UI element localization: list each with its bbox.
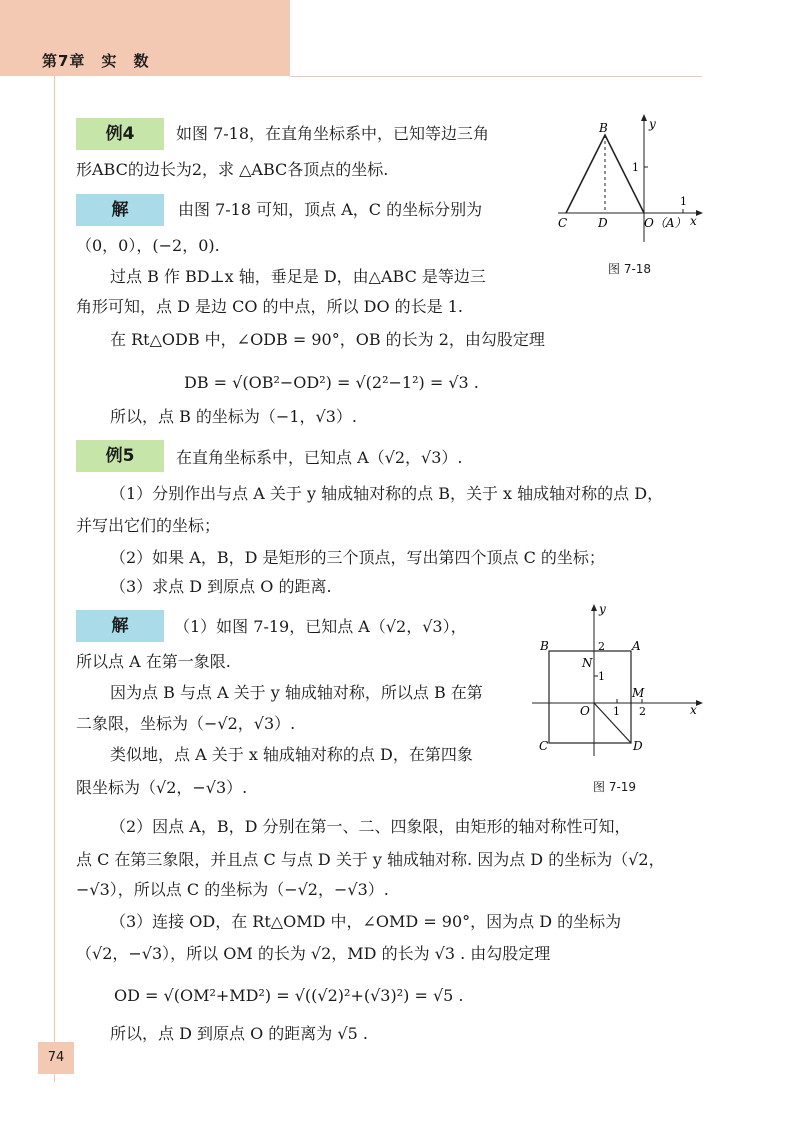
- fig18-label-D: D: [598, 216, 608, 230]
- solution-5-line-8: 点 C 在第三象限，并且点 C 与点 D 关于 y 轴成轴对称. 因为点 D 的坐标为（√2，: [76, 850, 665, 869]
- fig18-tick-y: 1: [632, 161, 639, 174]
- fig19-label-N: N: [582, 656, 593, 670]
- example-4-line-1: 如图 7-18，在直角坐标系中，已知等边三角: [176, 124, 490, 143]
- solution-5-line-7: （2）因点 A，B，D 分别在第一、二、四象限，由矩形的轴对称性可知，: [110, 817, 631, 836]
- fig19-label-O: O: [580, 704, 590, 718]
- fig19-label-D: D: [633, 739, 643, 753]
- solution-5-line-11: （√2，−√3），所以 OM 的长为 √2，MD 的长为 √3 . 由勾股定理: [76, 944, 551, 963]
- example-5-line-4: （2）如果 A，B，D 是矩形的三个顶点，写出第四个顶点 C 的坐标；: [110, 548, 605, 567]
- solution-5-line-5: 类似地，点 A 关于 x 轴成轴对称的点 D，在第四象: [110, 745, 473, 764]
- solution-5-line-13: 所以，点 D 到原点 O 的距离为 √5 .: [110, 1024, 368, 1043]
- example-5-line-2: （1）分别作出与点 A 关于 y 轴成轴对称的点 B，关于 x 轴成轴对称的点 D，: [110, 484, 664, 503]
- figure-7-19-caption: 图 7-19: [593, 780, 637, 794]
- header-rule: [290, 76, 702, 77]
- fig19-label-C: C: [539, 739, 549, 753]
- solution-5-tag: 解: [76, 610, 164, 642]
- example-4-tag: 例4: [76, 118, 164, 150]
- fig19-tick-x2: 2: [639, 705, 646, 718]
- solution-4-line-3: 过点 B 作 BD⊥x 轴，垂足是 D，由△ABC 是等边三: [110, 267, 486, 286]
- figure-7-19: [528, 600, 708, 760]
- fig18-label-O: O（A）: [644, 216, 687, 230]
- fig19-label-A: A: [632, 639, 641, 653]
- solution-5-line-3: 因为点 B 与点 A 关于 y 轴成轴对称，所以点 B 在第: [110, 683, 483, 702]
- solution-4-formula: DB = √(OB²−OD²) = √(2²−1²) = √3 .: [184, 373, 479, 392]
- fig18-tick-x: 1: [680, 195, 687, 208]
- solution-4-line-5: 在 Rt△ODB 中，∠ODB = 90°，OB 的长为 2，由勾股定理: [110, 330, 545, 349]
- solution-5-formula: OD = √(OM²+MD²) = √((√2)²+(√3)²) = √5 .: [114, 986, 464, 1005]
- fig18-label-B: B: [599, 121, 608, 135]
- example-4-line-2: 形ABC的边长为2，求 △ABC各顶点的坐标.: [76, 160, 389, 179]
- solution-5-line-4: 二象限，坐标为（−√2，√3）.: [76, 714, 296, 733]
- solution-4-line-4: 角形可知，点 D 是边 CO 的中点，所以 DO 的长是 1.: [76, 297, 464, 316]
- example-5-line-5: （3）求点 D 到原点 O 的距离.: [110, 577, 332, 596]
- example-5-tag: 例5: [76, 440, 164, 472]
- solution-4-line-7: 所以，点 B 的坐标为（−1，√3）.: [110, 407, 357, 426]
- example-5-line-1: 在直角坐标系中，已知点 A（√2，√3）.: [176, 448, 463, 467]
- figure-7-18-caption: 图 7-18: [608, 262, 652, 276]
- margin-rule: [54, 76, 55, 1082]
- fig18-label-C: C: [558, 216, 568, 230]
- solution-5-line-6: 限坐标为（√2，−√3）.: [76, 778, 248, 797]
- solution-5-line-10: （3）连接 OD，在 Rt△OMD 中，∠OMD = 90°，因为点 D 的坐标为: [110, 912, 622, 931]
- fig19-label-x: x: [690, 703, 697, 717]
- fig18-label-x: x: [690, 214, 697, 228]
- solution-4-line-1: 由图 7-18 可知，顶点 A，C 的坐标分别为: [178, 200, 483, 219]
- fig19-label-y: y: [599, 602, 606, 616]
- example-5-line-3: 并写出它们的坐标；: [76, 516, 221, 535]
- solution-5-line-1: （1）如图 7-19，已知点 A（√2，√3），: [174, 617, 467, 636]
- solution-5-line-9: −√3），所以点 C 的坐标为（−√2，−√3）.: [76, 880, 389, 899]
- fig19-label-M: M: [632, 686, 645, 700]
- page-number: 74: [47, 1050, 65, 1065]
- page-number-box: [38, 1042, 74, 1074]
- fig19-tick-y1: 1: [598, 670, 605, 683]
- figure-7-18: [548, 112, 708, 282]
- solution-5-line-2: 所以点 A 在第一象限.: [76, 652, 231, 671]
- solution-4-line-2: （0，0），(−2，0).: [76, 236, 220, 255]
- chapter-title: 第7章 实 数: [42, 52, 150, 70]
- solution-4-tag: 解: [76, 194, 164, 226]
- fig19-label-B: B: [540, 639, 549, 653]
- fig19-tick-x1: 1: [613, 705, 620, 718]
- fig18-label-y: y: [649, 117, 656, 131]
- fig19-tick-y2: 2: [598, 640, 605, 653]
